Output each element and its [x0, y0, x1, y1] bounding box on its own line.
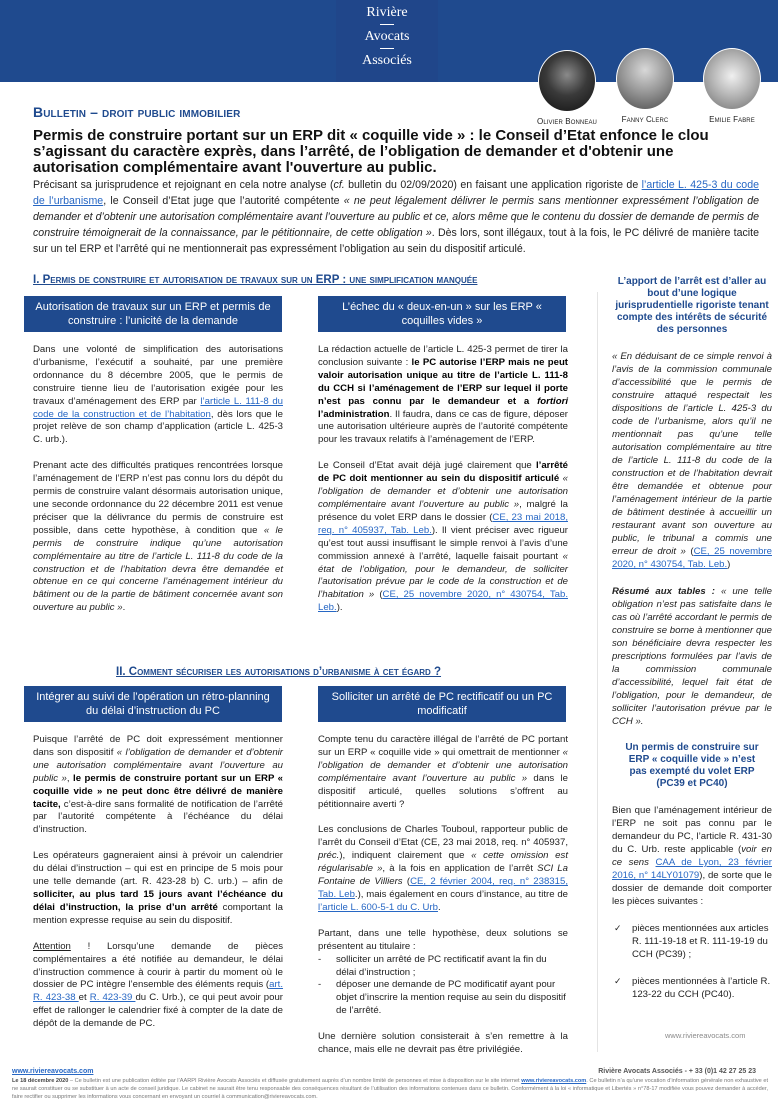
logo-line-3: Associés	[362, 53, 412, 68]
text: solliciter un arrêté de PC rectificatif avant la fin du délai d’instruction ;	[336, 953, 547, 978]
text: .	[122, 602, 126, 614]
text: préc.	[318, 850, 340, 862]
dash-bullet: -	[318, 953, 322, 965]
text: La rédaction actuelle de l’article L. 425-3 permet de tirer la conclusion suivante :	[318, 344, 568, 368]
quote: « En déduisant de ce simple renvoi à l’avis de la commission communale d’accessibilité que le permis de construire attaqué respectait les dispositions de l’article L. 425-3 du code de l’urbanisme, alors qu’il ne mentionnait pas qu’une telle autorisation complémentaire au titre de l’article L. 111-8 du code de la construction et de l’habitation devrait être demandée et obtenue pour l’aménagement intérieur de la partie de bâtiment destinée à accueillir un restaurant avant son ouverture au public, le tribunal a commis une erreur de droit »	[612, 351, 772, 557]
text: . Ce bulletin n’a qu’une vocation d’information générale non exhaustive et ne saurait constituer ou se substituer à un acte de conseil juridique. Le cabinet ne saurait être tenu responsable des conséquences résultant de l’utilisation des informations contenues dans ce bulletin. Conformément à la loi « informatique et Libertés » n°78-17 modifiée vous pouvez demander à accéder, faire rectifier ou supprimer les informations vous concernant en envoyant un courriel à communication@riviereavocats.com.	[12, 1078, 768, 1100]
section-1-heading: I. Permis de construire et autorisation de travaux sur un ERP : une simplification manquée	[33, 274, 478, 286]
link-art-r423-38[interactable]: art. R. 423-38	[33, 979, 283, 1004]
section-1-left-column	[33, 344, 283, 628]
footer-contact: Rivière Avocats Associés - + 33 (0)1 42 27 25 23	[598, 1068, 756, 1075]
text: )	[727, 559, 731, 570]
paragraph	[33, 460, 283, 615]
link-caa-lyon-2016[interactable]: CAA de Lyon, 23 février 2016, n° 14LY01079	[612, 857, 772, 881]
text: déposer une demande de PC modificatif ayant pour objet d’inscrire la mention requise au sein du dispositif de l’arrêté.	[336, 979, 566, 1017]
text: Compte tenu du caractère illégal de l’arrêté de PC portant sur un ERP « coquille vide » qui omettrait de mentionner	[318, 734, 568, 758]
author-fanny-clerc	[610, 48, 680, 124]
section-1-right-box-title: L’échec du « deux-en-un » sur les ERP « coquilles vides »	[318, 296, 566, 332]
text: Dans une volonté de simplification des autorisations d’urbanisme, l’exécutif a souhaité, par une première ordonnance du 8 décembre 2005, que le permis de construire tienne lieu de l’autorisation exigée pour les travaux d’aménagement des ERP par	[33, 344, 283, 407]
text: , à la fois en application de l’arrêt	[382, 863, 538, 875]
paragraph	[318, 344, 568, 447]
text: Les conclusions de Charles Touboul, rapporteur public de l’arrêt du Conseil d’Etat (CE, 23 mai 2018, req. n° 405937,	[318, 824, 568, 849]
text: – Ce bulletin est une publication éditée par l’AARPI Rivière Avocats Associés et diffusée gratuitement auprès d’un nombre limité de personnes et mise à disposition sur le site internet	[68, 1078, 522, 1084]
text: du C. Urb.), ce qui peut avoir pour effet de rallonger le calendrier fixé à compter de la date de dépôt de la demande de PC.	[33, 992, 283, 1030]
paragraph	[33, 344, 283, 447]
quote: « une telle obligation n’est pas satisfaite dans le cas où l’arrêté accordant le permis de construire se borne à mentionner que son bénéficiaire devra respecter les prescriptions formulées par l’avis de la commission communale d’accessibilité, lequel fait état de l’obligation, pour le demandeur, de solliciter l’autorisation prévue par le CCH ».	[612, 586, 772, 727]
sidebar-heading-2: Un permis de construire sur ERP « coquille vide » n’est pas exempté du volet ERP (PC39 et PC40)	[625, 742, 759, 789]
paragraph	[33, 941, 283, 1031]
sidebar-quote	[612, 350, 772, 571]
footer-disclaimer	[12, 1077, 768, 1101]
text: c’est-à-dire sans formalité de notification de l’arrêté par l’autorité compétente à l’échéance du délai d’instruction.	[33, 798, 283, 836]
intro-text: . Dès lors, sont illégaux, tout à la fois, le PC délivré de manière tacite sur un tel ERP et l’arrêté qui ne mentionnerait pas expressément l’obligation au sein du dispositif articulé.	[33, 227, 759, 255]
list-item	[318, 954, 568, 980]
author-olivier-bonneau	[525, 50, 609, 126]
link-article-l425-3[interactable]: l’article L. 425-3 du code de l’urbanisme	[33, 179, 759, 207]
text: Puisque l’arrêté de PC doit expressément mentionner dans son dispositif	[33, 734, 283, 758]
section-1-left-box-title: Autorisation de travaux sur un ERP et permis de construire : l’unicité de la demande	[24, 296, 282, 332]
intro-paragraph	[33, 177, 759, 257]
text: ), indiquent clairement que	[339, 850, 472, 862]
list-item	[318, 979, 568, 1018]
text: , malgré la présence du volet ERP dans le dossier (	[318, 498, 568, 523]
quote: « l’obligation de demander et d’obtenir une autorisation complémentaire avant l’ouverture au public »	[33, 746, 283, 784]
text: ). Il vient préciser avec rigueur qu’est tout aussi insuffisant le simple renvoi à l’avis d’une commission annexé à l’arrêté, laquelle faisait pourtant	[318, 524, 569, 562]
text: (	[374, 589, 383, 601]
paragraph	[318, 824, 568, 914]
paragraph	[318, 460, 568, 615]
text: Les opérateurs gagneraient ainsi à prévoir un calendrier du délai d’instruction – qui est en principe de 5 mois pour une telle demande (art. R. 423-28 b) C. urb.) – afin de	[33, 850, 283, 888]
author-name: Emilie Fabre	[709, 115, 755, 124]
text: ).	[336, 602, 343, 614]
section-2-heading: II. Comment sécuriser les autorisations d’urbanisme à cet égard ?	[116, 666, 442, 678]
text: (	[402, 876, 411, 888]
logo-line-1: Rivière	[366, 5, 408, 20]
intro-text: Précisant sa jurisprudence et rejoignant en cela notre analyse (	[33, 179, 334, 191]
intro-text: bulletin du 02/09/2020) en faisant une application rigoriste de	[344, 179, 642, 191]
paragraph	[33, 734, 283, 837]
text: Bien que l’aménagement intérieur de l’ERP ne soit pas connu par le demandeur du PC, l’article R. 431-30 du C. Urb. reste applicable (	[612, 805, 772, 855]
intro-cf: cf.	[333, 179, 345, 191]
paragraph: Une dernière solution consisterait à s’en remettre à la chance, mais elle ne devrait pas être privilégiée.	[318, 1031, 568, 1056]
paragraph	[318, 734, 568, 811]
pieces-checklist	[612, 922, 772, 1001]
sidebar	[612, 276, 772, 1015]
footer-website-link[interactable]: www.riviereavocats.com	[12, 1068, 94, 1075]
quote: « l’obligation de demander et d’obtenir une autorisation complémentaire avant l’ouverture au public »	[318, 746, 568, 784]
text: . Il faudra, dans ce cas de figure, déposer une autorisation ultérieure auprès de l’autorité compétente pour les travaux relatifs à l’aménagement de l’ERP.	[318, 408, 568, 446]
check-icon: ✓	[614, 976, 622, 986]
text: .	[437, 901, 441, 913]
link-ce-23-mai-2018[interactable]: CE, 23 mai 2018, req. n° 405937, Tab. Leb.	[318, 511, 568, 536]
link-article-l111-8[interactable]: l’article L. 111-8 du code de la construction et de l’habitation	[33, 395, 283, 420]
intro-text: , le Conseil d’Etat juge que l’autorité compétente	[103, 195, 344, 207]
sidebar-heading-1: L’apport de l’arrêt est d’aller au bout d’une logique jurisprudentielle rigoriste tenant compte des intérêts de sécurité des personnes	[615, 276, 769, 335]
section-2-left-column	[33, 734, 283, 1044]
column-divider	[597, 292, 598, 1052]
text: , dès lors que le projet relève de son champ d’application (article L. 425-3 C. urb.).	[33, 408, 283, 446]
solutions-list	[318, 954, 568, 1019]
logo-divider	[380, 48, 394, 49]
text: et	[78, 992, 90, 1004]
firm-logo	[336, 0, 438, 82]
author-name: Fanny Clerc	[621, 115, 669, 124]
text: (	[685, 546, 694, 557]
quote: « état de l’obligation, pour le demandeur, de solliciter l’autorisation prévue par le code de la construction et de l’habitation »	[318, 550, 568, 601]
checklist-item	[612, 922, 772, 961]
text: le PC autorise l’ERP mais ne peut valoir autorisation unique au titre de l’article L. 111-8 du CCH si l’aménagement de l’ERP sur lequel il porte n’est pas connu par le demandeur et a	[318, 356, 569, 407]
avatar	[616, 48, 674, 110]
bold-text: solliciter, au plus tard 15 jours avant l’échéance du délai d’instruction, la prise d’un arrêté	[33, 888, 283, 913]
intro-quote: « ne peut légalement délivrer le permis sans mentionner expressément l’obligation de demander et d’obtenir une autorisation complémentaire avant l’ouverture au public et ce, alors même que le contenu du dossier de demande de permis de construire témoignerait de la connaissance, par le pétitionnaire, de cette obligation »	[33, 195, 759, 239]
text: voir en ce sens	[612, 844, 773, 868]
text: .), mais également en cours d’instance, au titre de	[354, 888, 568, 900]
logo-line-2: Avocats	[364, 29, 410, 44]
text: Le Conseil d’Etat avait déjà jugé clairement que	[318, 460, 536, 472]
text: ! Lorsqu’une demande de pièces complémentaires a été notifiée au demandeur, le délai d’instruction commence à courir à partir du moment où le dossier de PC intègre l’ensemble des éléments requis (	[33, 940, 283, 991]
text: pièces mentionnées aux articles R. 111-19-18 et R. 111-19-19 du CCH (PC39) ;	[632, 923, 769, 960]
dash-bullet: -	[318, 979, 322, 991]
link-ce-25-novembre-2020[interactable]: CE, 25 novembre 2020, n° 430754, Tab. Leb.	[612, 546, 772, 570]
quote: « cette omission est régularisable »	[318, 850, 568, 875]
check-icon: ✓	[614, 923, 622, 933]
text: dans le dispositif articulé, quelles solutions s’offrent au pétitionnaire averti ?	[318, 772, 568, 810]
checklist-item	[612, 975, 772, 1001]
link-article-l600-5-1[interactable]: l’article L. 600-5-1 du C. Urb	[318, 901, 438, 913]
bold-text: le permis de construire portant sur un ERP « coquille vide » ne peut donc être délivré de manière tacite,	[33, 772, 283, 810]
quote: « l’obligation de demander et d’obtenir une autorisation complémentaire avant l’ouverture au public »	[318, 473, 568, 510]
section-2-right-column	[318, 734, 568, 1070]
quote: « le permis de construire indique qu’une autorisation complémentaire au titre de l’article L. 111-8 du code de la construction et de l’habitation devra être demandée et obtenue en ce qui concerne l’aménagement intérieur du bâtiment ou de la partie de bâtiment concernée avant son ouverture au public »	[33, 524, 284, 614]
link-art-r423-39[interactable]: R. 423-39	[89, 992, 136, 1004]
text: comportant la mention expresse requise au sein du dispositif.	[33, 901, 284, 926]
footer-date: Le 18 décembre 2020	[12, 1078, 69, 1084]
text: ), de sorte que le dossier de demande doit comporter les pièces suivantes :	[612, 870, 773, 907]
avatar	[538, 50, 596, 112]
link-ce-25-novembre-2020[interactable]: CE, 25 novembre 2020, n° 430754, Tab. Leb.	[318, 589, 568, 614]
author-emilie-fabre	[697, 48, 767, 124]
text: l’administration	[318, 408, 390, 420]
text: fortiori	[537, 395, 568, 407]
paragraph: Partant, dans une telle hypothèse, deux solutions se présentent au titulaire :	[318, 927, 568, 952]
resume-label: Résumé aux tables :	[612, 586, 715, 597]
logo-divider	[380, 24, 394, 25]
paragraph	[33, 850, 283, 927]
text: ,	[66, 772, 74, 784]
avatar	[703, 48, 761, 110]
text: Prenant acte des difficultés pratiques rencontrées lorsque l’aménagement de l’ERP n’est pas connu lors du dépôt du permis de construire valant désormais autorisation unique, une seconde ordonnance du 22 décembre 2011 est venue préciser que la délivrance du permis de construire est possible, dans cette hypothèse, à condition que	[33, 460, 283, 536]
sidebar-website: www.riviereavocats.com	[665, 1031, 746, 1040]
author-name: Olivier Bonneau	[537, 117, 597, 126]
bold-text: l’arrêté de PC doit mentionner au sein du dispositif articulé	[318, 460, 568, 485]
case-name: SCI La Fontaine de Villiers	[318, 863, 568, 888]
sidebar-resume	[612, 585, 772, 728]
section-2-left-box-title: Intégrer au suivi de l’opération un rétro-planning du délai d’instruction du PC	[24, 686, 282, 722]
attention-label: Attention	[33, 940, 71, 952]
footer-inline-link[interactable]: www.riviereavocats.com	[521, 1078, 587, 1084]
text: pièces mentionnées à l’article R. 123-22 du CCH (PC40).	[632, 976, 771, 1000]
article-title: Permis de construire portant sur un ERP dit « coquille vide » : le Conseil d’Etat enfonce le clou s’agissant du caractère exprès, dans l’arrêté, de l’obligation de demander et d'obtenir une autorisation complémentaire avant l'ouverture au public.	[33, 127, 709, 176]
section-1-right-column	[318, 344, 568, 628]
sidebar-paragraph	[612, 804, 772, 908]
bulletin-title	[33, 104, 240, 120]
section-2-right-box-title: Solliciter un arrêté de PC rectificatif ou un PC modificatif	[318, 686, 566, 722]
bulletin-title-text: Bulletin – droit public immobilier	[33, 104, 241, 120]
link-ce-2-fevrier-2004[interactable]: CE, 2 février 2004, req. n° 238315, Tab. Leb	[318, 876, 568, 900]
